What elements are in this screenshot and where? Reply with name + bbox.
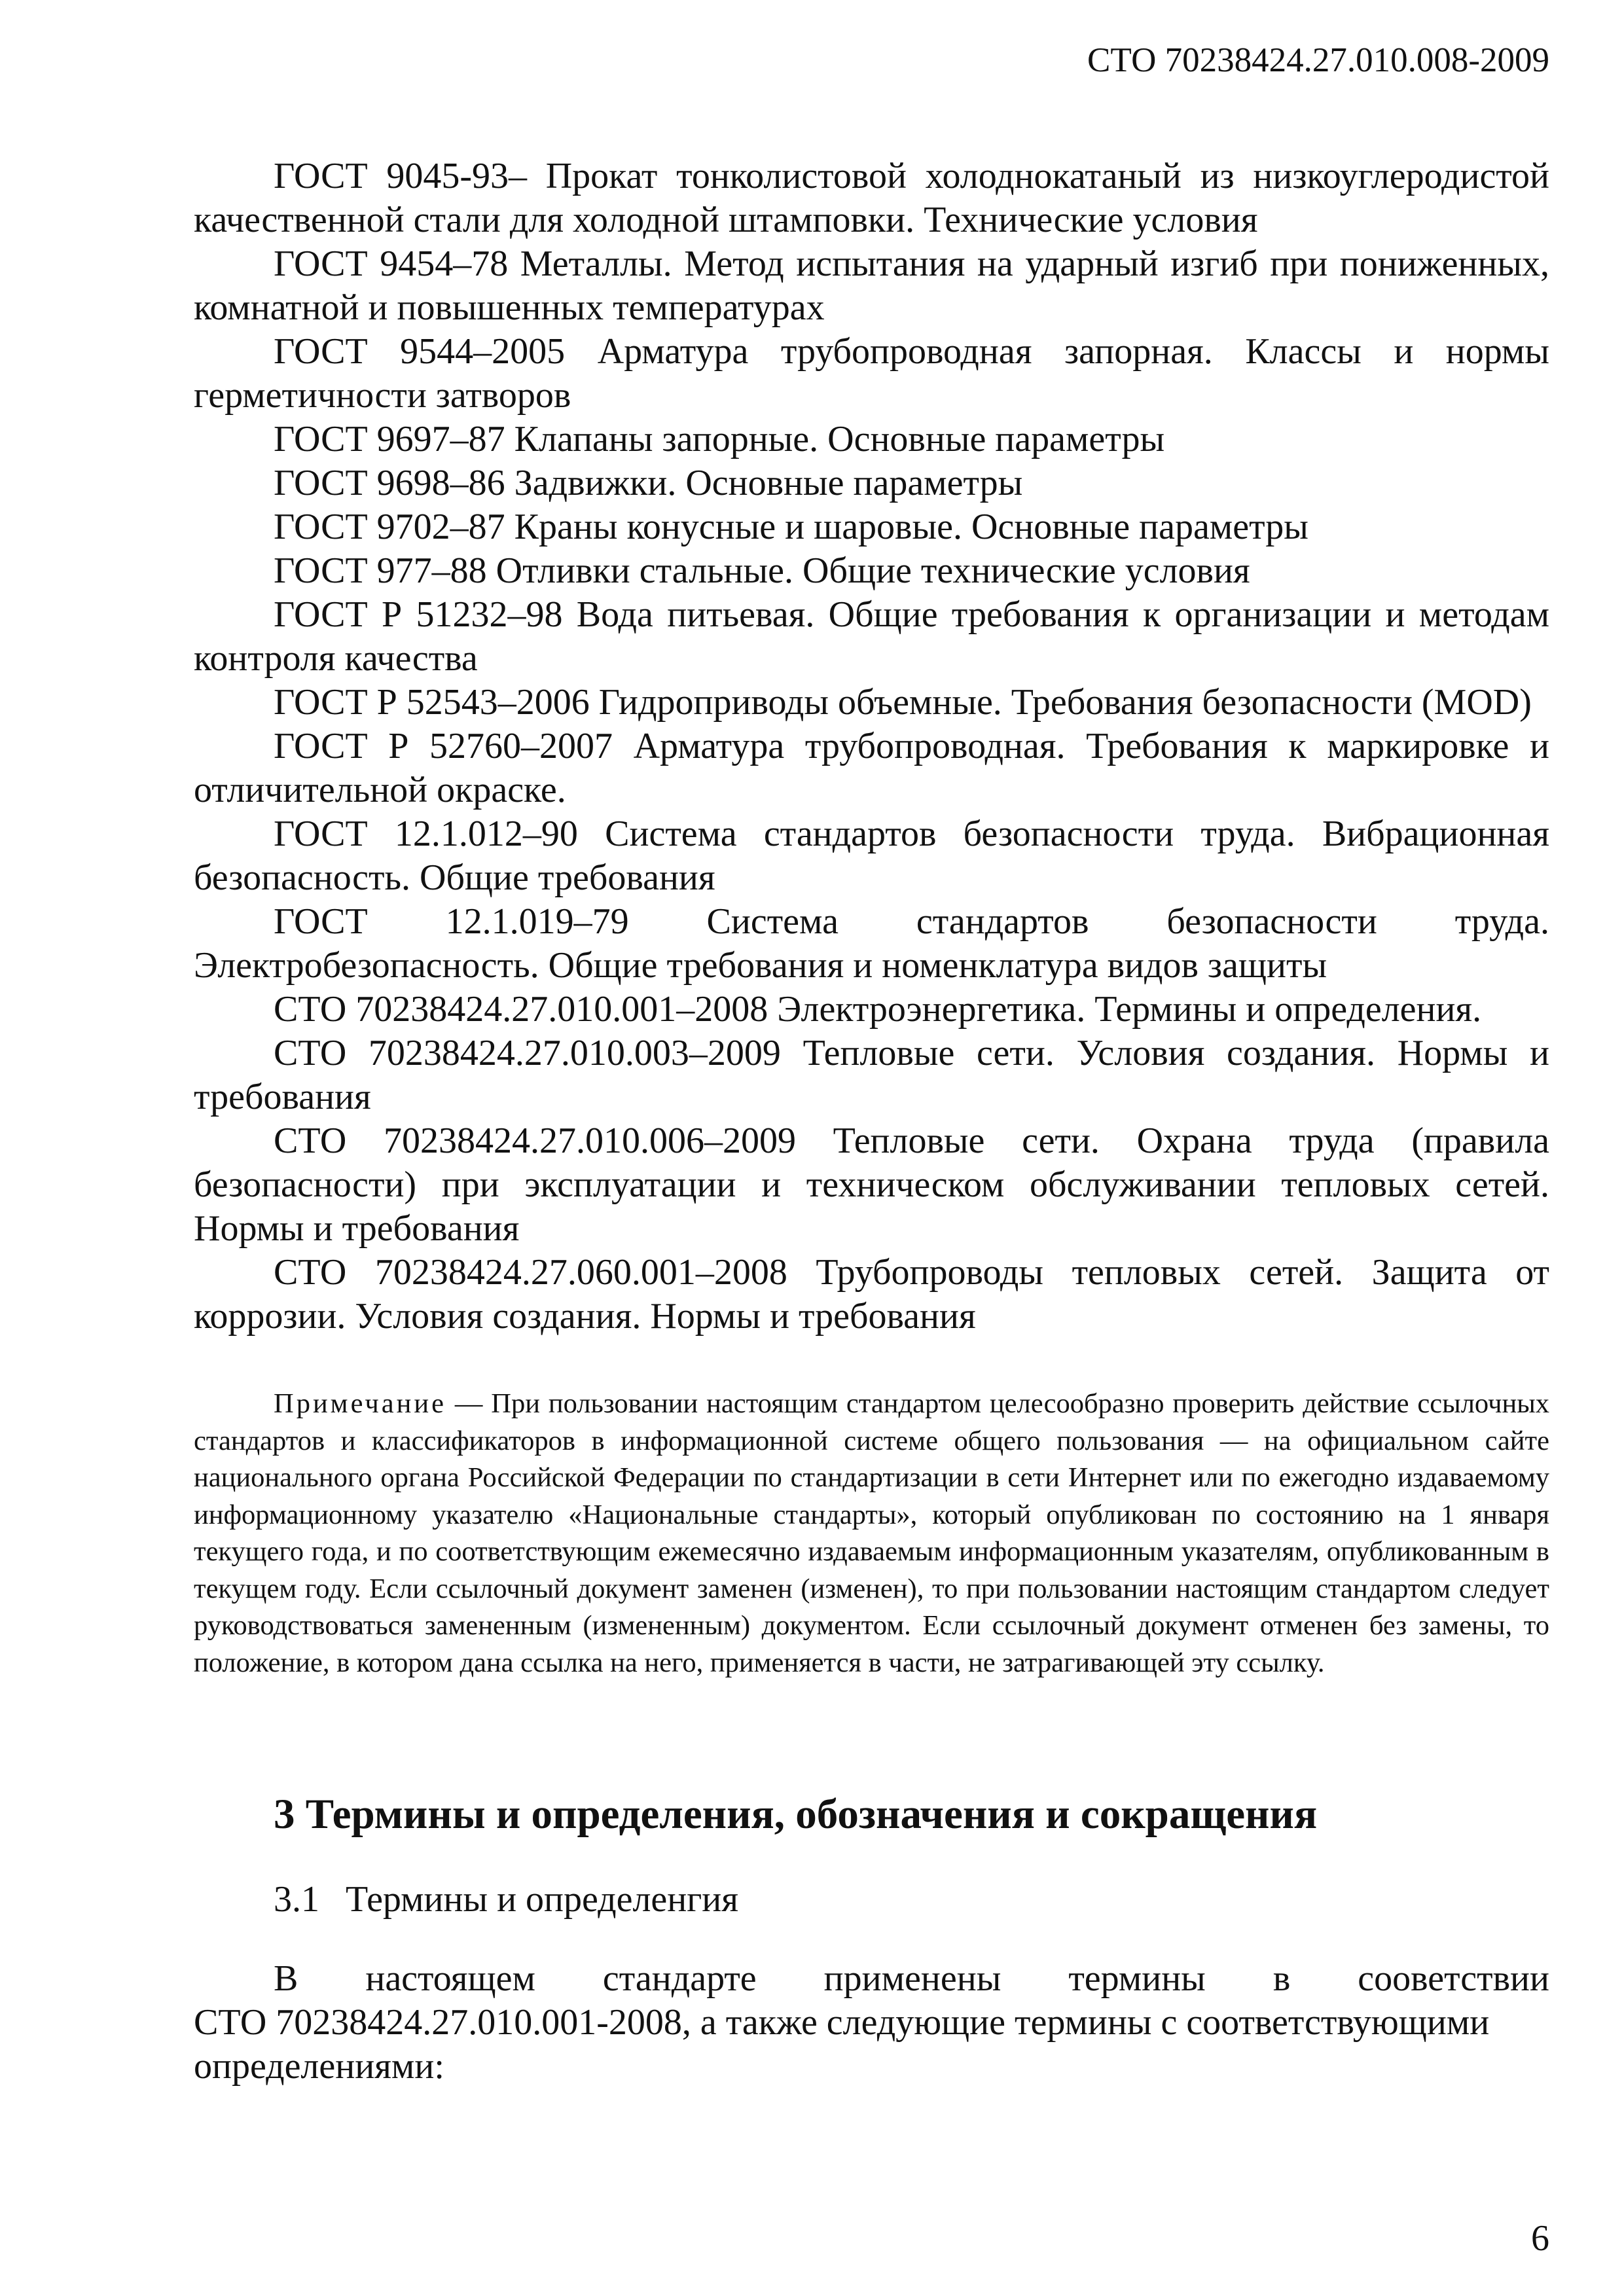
reference-entry: СТО 70238424.27.010.001–2008 Электроэнергетика. Термины и определения. bbox=[274, 989, 1482, 1030]
subsection-heading bbox=[274, 1881, 738, 1918]
subsection-number: 3.1 bbox=[274, 1879, 319, 1920]
reference-entry: ГОСТ 9697–87 Клапаны запорные. Основные параметры bbox=[274, 419, 1165, 459]
reference-entry: ГОСТ 12.1.019–79 Система стандартов безопасности труда. Электробезопасность. Общие требования и номенклатура видов защиты bbox=[194, 901, 1549, 986]
reference-entry: СТО 70238424.27.060.001–2008 Трубопроводы тепловых сетей. Защита от коррозии. Условия создания. Нормы и требования bbox=[194, 1252, 1549, 1336]
normative-references-list bbox=[194, 154, 1549, 1338]
reference-entry: ГОСТ 9454–78 Металлы. Метод испытания на ударный изгиб при пониженных, комнатной и повышенных температурах bbox=[194, 243, 1549, 328]
note-label: Примечание bbox=[274, 1388, 446, 1419]
reference-entry: ГОСТ Р 52760–2007 Арматура трубопроводная. Требования к маркировке и отличительной окраске. bbox=[194, 726, 1549, 810]
reference-entry: ГОСТ 12.1.012–90 Система стандартов безопасности труда. Вибрационная безопасность. Общие требования bbox=[194, 814, 1549, 898]
reference-entry: ГОСТ 977–88 Отливки стальные. Общие технические условия bbox=[274, 550, 1250, 591]
reference-entry: ГОСТ Р 51232–98 Вода питьевая. Общие требования к организации и методам контроля качества bbox=[194, 594, 1549, 679]
references-note bbox=[194, 1386, 1549, 1681]
word: в bbox=[1272, 1958, 1291, 1999]
reference-entry: ГОСТ 9544–2005 Арматура трубопроводная запорная. Классы и нормы герметичности затворов bbox=[194, 331, 1549, 416]
subsection-title: Термины и определенгия bbox=[346, 1879, 738, 1920]
reference-entry: ГОСТ 9045-93– Прокат тонколистовой холоднокатаный из низкоуглеродистой качественной стали для холодной штамповки. Технические условия bbox=[194, 156, 1549, 240]
word: соoветствии bbox=[1358, 1958, 1549, 1999]
word: настоящем bbox=[365, 1958, 535, 1999]
word: стандарте bbox=[602, 1958, 757, 1999]
reference-entry: ГОСТ 9702–87 Краны конусные и шаровые. Основные параметры bbox=[274, 507, 1308, 547]
paragraph-rest: СТО 70238424.27.010.001-2008, а также следующие термины с соответствующими определениями: bbox=[194, 2002, 1490, 2087]
word: В bbox=[274, 1958, 298, 1999]
reference-entry: ГОСТ Р 52543–2006 Гидроприводы объемные. Требования безопасности (MOD) bbox=[274, 682, 1532, 723]
reference-entry: СТО 70238424.27.010.003–2009 Тепловые сети. Условия создания. Нормы и требования bbox=[194, 1033, 1549, 1117]
document-code-header: СТО 70238424.27.010.008-2009 bbox=[1087, 41, 1549, 79]
paragraph-first-line bbox=[194, 1957, 1549, 2001]
reference-entry: СТО 70238424.27.010.006–2009 Тепловые сети. Охрана труда (правила безопасности) при эксплуатации и техническом обслуживании тепловых сетей. Нормы и требования bbox=[194, 1121, 1549, 1249]
word: термины bbox=[1068, 1958, 1206, 1999]
terms-intro-paragraph bbox=[194, 1957, 1549, 2089]
reference-entry: ГОСТ 9698–86 Задвижки. Основные параметры bbox=[274, 463, 1023, 503]
note-text: — При пользовании настоящим стандартом целесообразно проверить действие ссылочных стандартов и классификаторов в информационной системе общего пользования — на официальном сайте национального органа Российской Федерации по стандартизации в сети Интернет или по ежегодно издаваемому информационному указателю «Национальные стандарты», который опубликован по состоянию на 1 января текущего года, и по соответствующим ежемесячно издаваемым информационным указателям, опубликованным в текущем году. Если ссылочный документ заменен (изменен), то при пользовании настоящим стандартом следует руководствоваться замененным (измененным) документом. Если ссылочный документ отменен без замены, то положение, в котором дана ссылка на него, применяется в части, не затрагивающей эту ссылку. bbox=[194, 1388, 1549, 1678]
word: применены bbox=[823, 1958, 1001, 1999]
page-number: 6 bbox=[1531, 2218, 1549, 2259]
section-heading: 3 Термины и определения, обозначения и сокращения bbox=[274, 1791, 1318, 1838]
